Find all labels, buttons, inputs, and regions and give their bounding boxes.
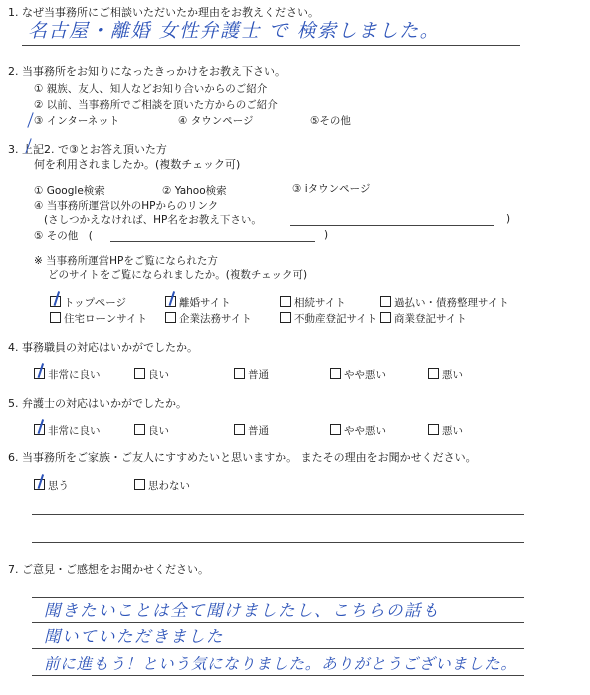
site-checkbox-shogyo[interactable] bbox=[380, 312, 467, 325]
checkbox-icon bbox=[380, 312, 391, 323]
checkbox-icon bbox=[34, 368, 45, 379]
q5-question: 5. 弁護士の対応はいかがでしたか。 bbox=[8, 397, 187, 410]
q6-option-label: 思わない bbox=[148, 480, 190, 492]
q2-option-1[interactable]: ① 親族、友人、知人などお知り合いからのご紹介 bbox=[34, 83, 268, 95]
checkbox-icon bbox=[50, 296, 61, 307]
q5-option-1[interactable] bbox=[34, 424, 101, 437]
q3-option-5[interactable]: ⑤ その他 ( bbox=[34, 230, 93, 242]
q2-option-5[interactable]: ⑤その他 bbox=[310, 115, 351, 127]
q2-option-3[interactable]: ③ インターネット bbox=[34, 115, 120, 127]
site-checkbox-souzoku[interactable] bbox=[280, 296, 346, 309]
q5-option-label: 普通 bbox=[248, 425, 269, 437]
q5-option-label: やや悪い bbox=[344, 425, 386, 437]
checkbox-icon bbox=[50, 312, 61, 323]
site-label-rikon: 離婚サイト bbox=[179, 297, 231, 309]
q4-option-label: 悪い bbox=[442, 369, 463, 381]
q3-option-3[interactable]: ③ iタウンページ bbox=[292, 183, 371, 195]
site-checkbox-fudosan[interactable] bbox=[280, 312, 377, 325]
site-label-fudosan: 不動産登記サイト bbox=[294, 313, 378, 325]
site-label-kabarai: 過払い・債務整理サイト bbox=[394, 297, 509, 309]
q7-line-0 bbox=[32, 597, 524, 598]
site-checkbox-kabarai[interactable] bbox=[380, 296, 509, 309]
q5-option-label: 悪い bbox=[442, 425, 463, 437]
q7-answer-line2[interactable]: 聞いていただきました bbox=[44, 627, 224, 646]
q5-option-4[interactable] bbox=[330, 424, 386, 437]
site-checkbox-rikon[interactable] bbox=[165, 296, 231, 309]
q2-option-4[interactable]: ④ タウンページ bbox=[178, 115, 254, 127]
q5-option-label: 良い bbox=[148, 425, 169, 437]
q4-option-1[interactable] bbox=[34, 368, 101, 381]
site-label-shogyo: 商業登記サイト bbox=[394, 313, 467, 325]
q1-answer-line bbox=[22, 45, 520, 46]
q3-option-4-hp-name-label: (さしつかえなければ、HP名をお教え下さい。 bbox=[44, 214, 262, 226]
site-label-souzoku: 相続サイト bbox=[294, 297, 346, 309]
checkbox-icon bbox=[280, 312, 291, 323]
q5-option-2[interactable] bbox=[134, 424, 169, 437]
checkbox-icon bbox=[34, 424, 45, 435]
checkbox-icon bbox=[428, 368, 439, 379]
q3-option-1[interactable]: ① Google検索 bbox=[34, 185, 105, 197]
q4-option-5[interactable] bbox=[428, 368, 463, 381]
q6-option-1[interactable] bbox=[34, 479, 69, 492]
q7-answer-line1[interactable]: 聞きたいことは全て聞けましたし、こちらの話も bbox=[44, 601, 440, 620]
checkbox-icon bbox=[428, 424, 439, 435]
q4-option-label: 良い bbox=[148, 369, 169, 381]
q1-question: 1. なぜ当事務所にご相談いただいたか理由をお教えください。 bbox=[8, 6, 319, 19]
q6-reason-line-2[interactable] bbox=[32, 542, 524, 543]
q3-option-4[interactable]: ④ 当事務所運営以外のHPからのリンク bbox=[34, 200, 219, 212]
q6-reason-line-1[interactable] bbox=[32, 514, 524, 515]
checkbox-icon bbox=[234, 368, 245, 379]
checkbox-icon bbox=[280, 296, 291, 307]
q6-option-2[interactable] bbox=[134, 479, 190, 492]
q3-other-close: ) bbox=[324, 229, 329, 241]
q3-note-line2: どのサイトをご覧になられましたか。(複数チェック可) bbox=[48, 269, 308, 281]
q7-question: 7. ご意見・ご感想をお聞かせください。 bbox=[8, 563, 209, 576]
q3-hp-name-close: ) bbox=[506, 213, 511, 225]
q4-question: 4. 事務職員の対応はいかがでしたか。 bbox=[8, 341, 198, 354]
checkbox-icon bbox=[134, 479, 145, 490]
q5-option-5[interactable] bbox=[428, 424, 463, 437]
q3-question-line2: 何を利用されましたか。(複数チェック可) bbox=[34, 158, 241, 171]
q2-question: 2. 当事務所をお知りになったきっかけをお教え下さい。 bbox=[8, 65, 286, 78]
q4-option-2[interactable] bbox=[134, 368, 169, 381]
checkbox-icon bbox=[165, 296, 176, 307]
checkbox-icon bbox=[380, 296, 391, 307]
q4-option-4[interactable] bbox=[330, 368, 386, 381]
q4-option-label: 普通 bbox=[248, 369, 269, 381]
q2-option-3-check-mark bbox=[27, 112, 33, 127]
q3-question-line1: 3. 上記2. で③とお答え頂いた方 bbox=[8, 143, 167, 156]
q3-other-line[interactable] bbox=[110, 241, 315, 242]
q4-option-label: やや悪い bbox=[344, 369, 386, 381]
q3-option-2[interactable]: ② Yahoo検索 bbox=[162, 185, 227, 197]
checkbox-icon bbox=[134, 368, 145, 379]
q6-question: 6. 当事務所をご家族・ご友人にすすめたいと思いますか。 またその理由をお聞かせください。 bbox=[8, 451, 477, 464]
site-checkbox-jutaku[interactable] bbox=[50, 312, 147, 325]
checkbox-icon bbox=[165, 312, 176, 323]
site-checkbox-top[interactable] bbox=[50, 296, 126, 309]
checkbox-icon bbox=[234, 424, 245, 435]
q1-answer[interactable]: 名古屋・離婚 女性弁護士 で 検索しました。 bbox=[28, 20, 441, 42]
site-label-top: トップページ bbox=[64, 297, 127, 309]
q2-option-2[interactable]: ② 以前、当事務所でご相談を頂いた方からのご紹介 bbox=[34, 99, 278, 111]
checkbox-icon bbox=[34, 479, 45, 490]
q3-hp-name-line[interactable] bbox=[290, 225, 494, 226]
checkbox-icon bbox=[330, 368, 341, 379]
site-label-kigyo: 企業法務サイト bbox=[179, 313, 252, 325]
q7-answer-line3[interactable]: 前に進もう！という気になりました。ありがとうございました。 bbox=[44, 655, 517, 673]
q3-note-line1: ※ 当事務所運営HPをご覧になられた方 bbox=[34, 255, 218, 267]
q7-line-2 bbox=[32, 648, 524, 649]
q6-option-label: 思う bbox=[48, 480, 69, 492]
site-checkbox-kigyo[interactable] bbox=[165, 312, 252, 325]
q4-option-label: 非常に良い bbox=[48, 369, 101, 381]
q5-option-label: 非常に良い bbox=[48, 425, 101, 437]
site-label-jutaku: 住宅ローンサイト bbox=[64, 313, 148, 325]
q7-line-1 bbox=[32, 622, 524, 623]
checkbox-icon bbox=[134, 424, 145, 435]
q5-option-3[interactable] bbox=[234, 424, 269, 437]
checkbox-icon bbox=[330, 424, 341, 435]
q7-line-3 bbox=[32, 675, 524, 676]
q4-option-3[interactable] bbox=[234, 368, 269, 381]
